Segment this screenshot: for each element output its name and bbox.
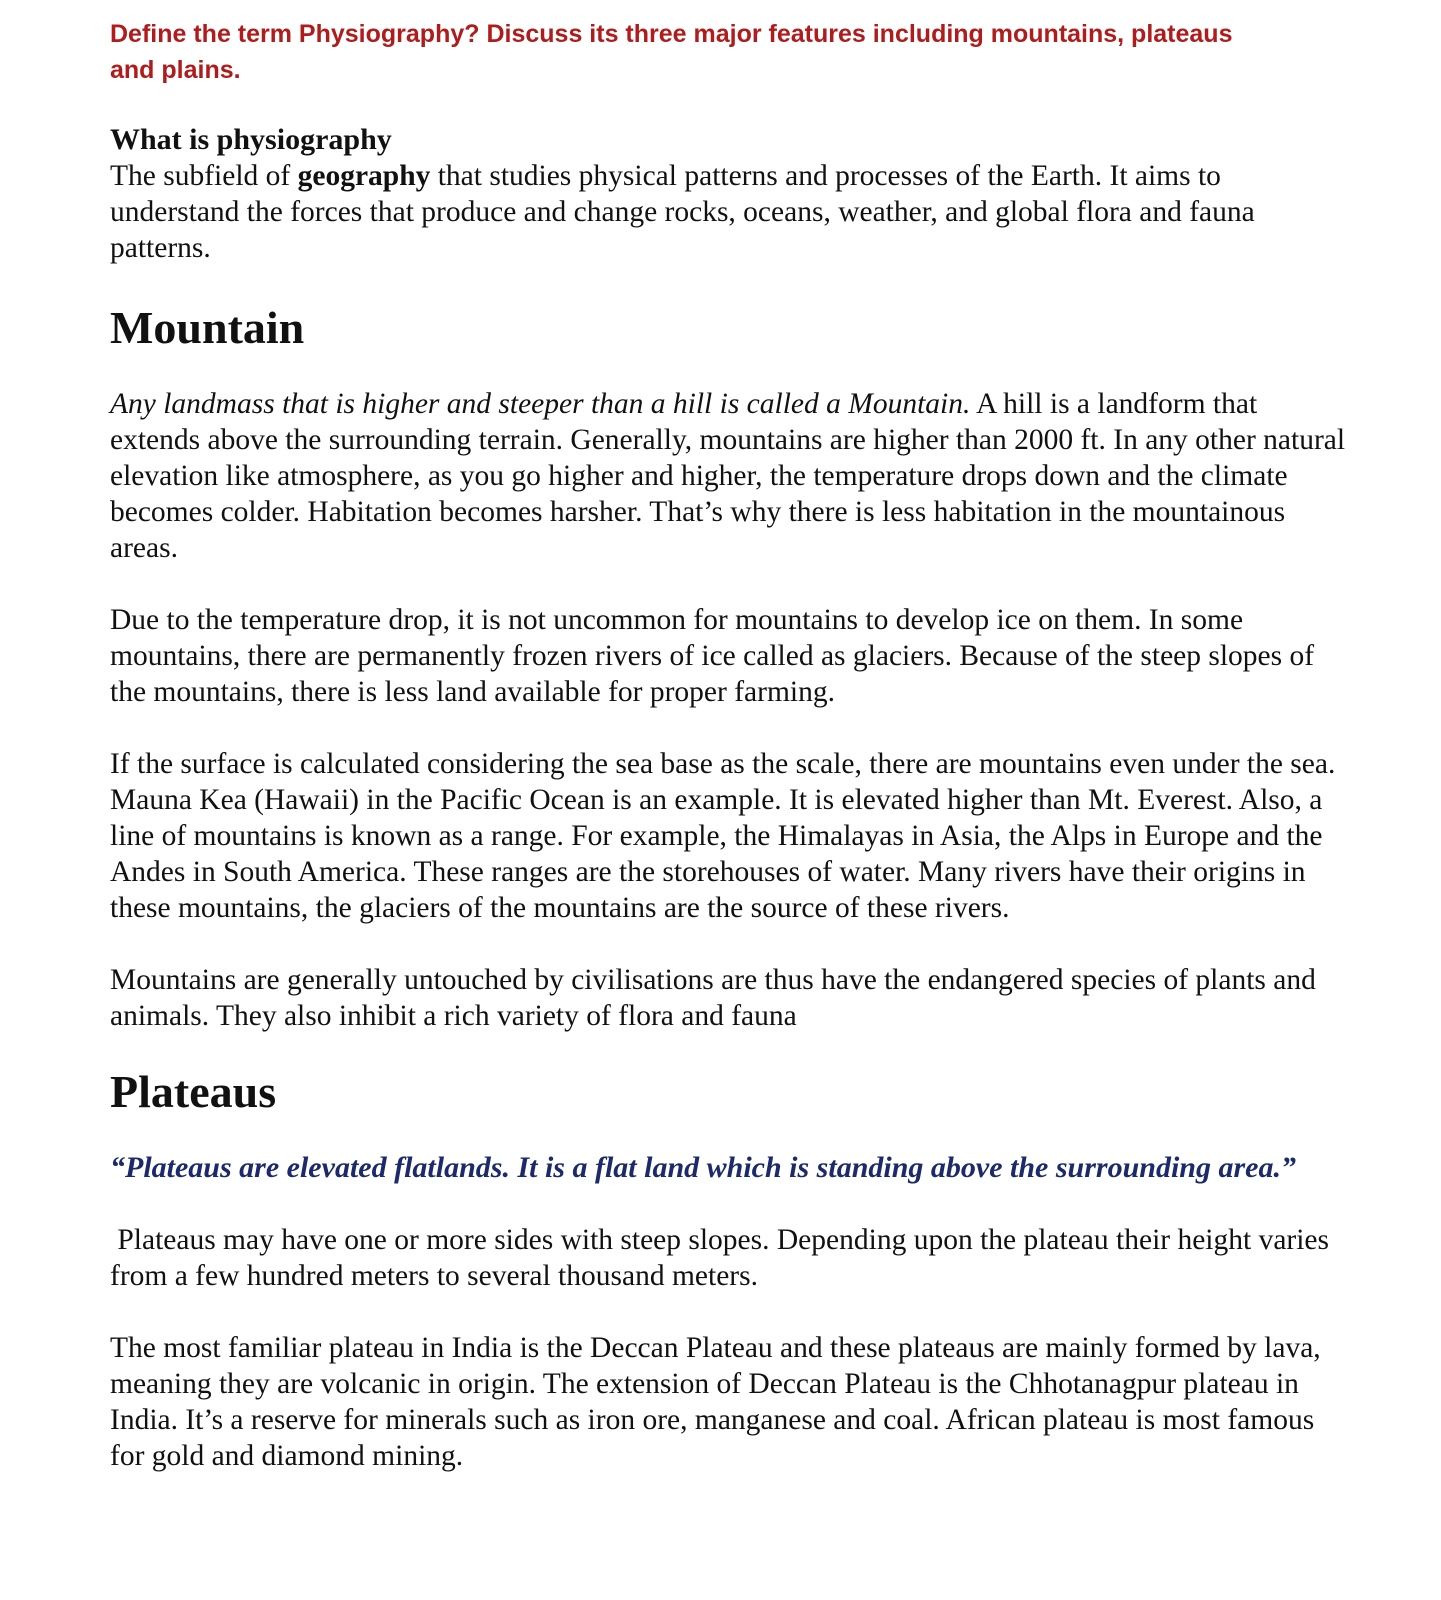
mountain-definition: Any landmass that is higher and steeper than a hill is called a Mountain. xyxy=(110,388,971,420)
mountain-paragraph-4: Mountains are generally untouched by civilisations are thus have the endangered species of plants and animals. They also inhibit a rich variety of flora and fauna xyxy=(110,964,1316,1032)
intro-text-start: The subfield of xyxy=(110,160,298,192)
question-heading: Define the term Physiography? Discuss its three major features including mountains, plateaus and plains. xyxy=(110,20,1233,84)
plateaus-paragraph-2: The most familiar plateau in India is the Deccan Plateau and these plateaus are mainly formed by lava, meaning they are volcanic in origin. The extension of Deccan Plateau is the Chhotanagpur plateau in India. It’s a reserve for minerals such as iron ore, manganese and coal. African plateau is most famous for gold and diamond mining. xyxy=(110,1332,1321,1472)
mountain-paragraph-2: Due to the temperature drop, it is not uncommon for mountains to develop ice on them. In some mountains, there are permanently frozen rivers of ice called as glaciers. Because of the steep slopes of the mountains, there is less land available for proper farming. xyxy=(110,604,1315,708)
mountain-heading: Mountain xyxy=(110,302,305,353)
intro-paragraph xyxy=(110,158,1350,266)
mountain-paragraph-1 xyxy=(110,386,1350,566)
plateaus-quote: “Plateaus are elevated flatlands. It is a flat land which is standing above the surrounding area.” xyxy=(110,1151,1296,1184)
document-page xyxy=(110,16,1350,1474)
mountain-p1-text: A hill is a landform that extends above the surrounding terrain. Generally, mountains are higher than 2000 ft. In any other natural elevation like atmosphere, as you go higher and higher, the temperature drops down and the climate becomes colder. Habitation becomes harsher. That’s why there is less habitation in the mountainous areas. xyxy=(110,388,1346,564)
plateaus-paragraph-1: Plateaus may have one or more sides with steep slopes. Depending upon the plateau their height varies from a few hundred meters to several thousand meters. xyxy=(110,1224,1337,1292)
intro-keyword: geography xyxy=(297,160,431,192)
intro-text-end: that studies physical patterns and processes of the Earth. It aims to understand the forces that produce and change rocks, oceans, weather, and global flora and fauna patterns. xyxy=(110,160,1255,264)
intro-heading: What is physiography xyxy=(110,123,392,156)
plateaus-heading: Plateaus xyxy=(110,1066,277,1117)
mountain-paragraph-3: If the surface is calculated considering the sea base as the scale, there are mountains even under the sea. Mauna Kea (Hawaii) in the Pacific Ocean is an example. It is elevated higher than Mt. Everest. Also, a line of mountains is known as a range. For example, the Himalayas in Asia, the Alps in Europe and the Andes in South America. These ranges are the storehouses of water. Many rivers have their origins in these mountains, the glaciers of the mountains are the source of these rivers. xyxy=(110,748,1336,924)
